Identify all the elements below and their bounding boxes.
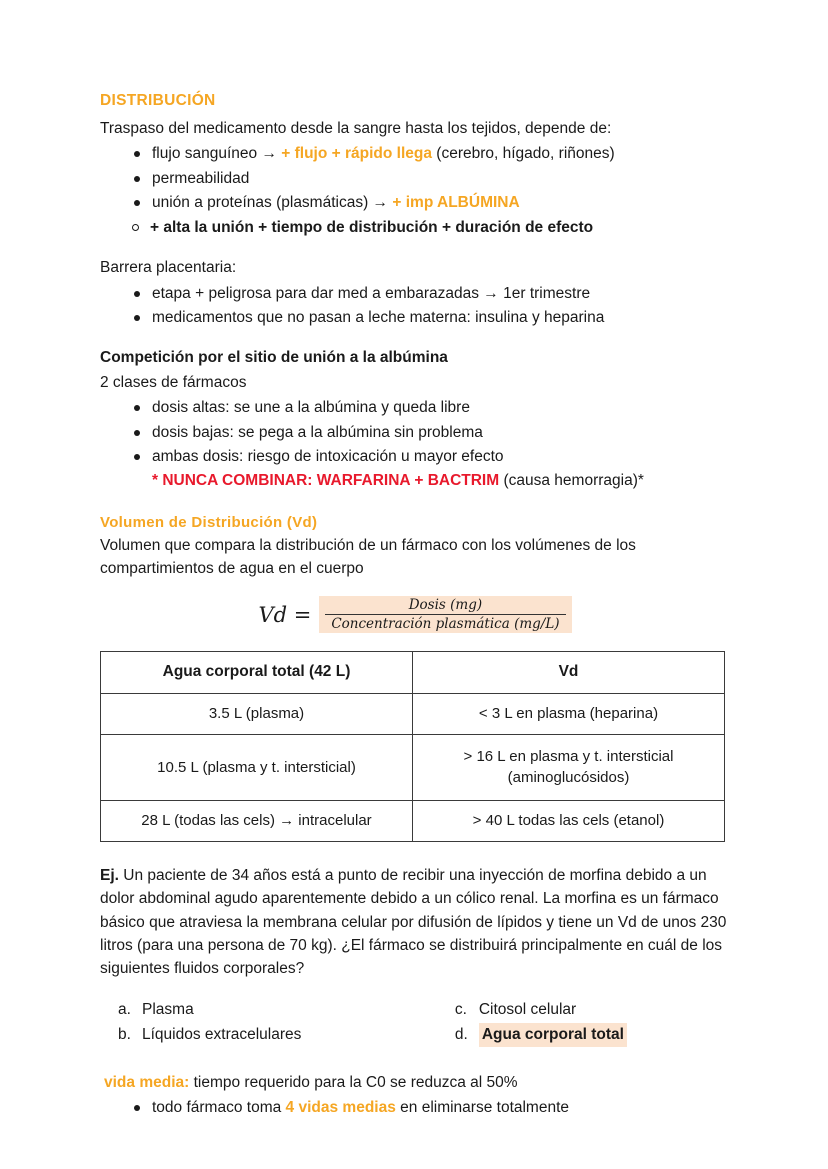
example-text: Un paciente de 34 años está a punto de recibir una inyección de morfina debido a un dolor abdominal agudo aparentemente debido a un cólico renal. La morfina es un fármaco básico que atraviesa la membrana celular por difusión de lípidos y tiene un Vd de unos 230 litros (para una persona de 70 kg). ¿El fármaco se distribuirá principalmente en cuál de los siguientes fluidos corporales? xyxy=(100,867,727,978)
document-content xyxy=(100,92,730,1120)
table-cell: 3.5 L (plasma) xyxy=(101,694,413,735)
vd-formula xyxy=(100,596,730,633)
list-item xyxy=(134,142,730,165)
volumen-text: Volumen que compara la distribución de un fármaco con los volúmenes de los compartimientos de agua en el cuerpo xyxy=(100,537,636,577)
answer-letter: b. xyxy=(118,1025,131,1043)
vida-media-line xyxy=(100,1071,730,1094)
section-heading-distribucion: DISTRIBUCIÓN xyxy=(100,92,216,109)
bullet-text-pre: permeabilidad xyxy=(152,169,250,187)
answer-letter: a. xyxy=(118,1001,131,1019)
table-cell: < 3 L en plasma (heparina) xyxy=(413,694,725,735)
table-cell: > 16 L en plasma y t. intersticial (aminoglucósidos) xyxy=(413,735,725,801)
table-cell: 10.5 L (plasma y t. intersticial) xyxy=(101,735,413,801)
list-item: dosis altas: se une a la albúmina y queda libre xyxy=(134,396,730,419)
answer-text-highlighted: Agua corporal total xyxy=(479,1023,627,1047)
distribucion-sub-bullet-list xyxy=(100,216,730,239)
competicion-subtitle: 2 clases de fármacos xyxy=(100,373,247,391)
bullet-text-post: en eliminarse totalmente xyxy=(395,1098,570,1116)
formula-denominator: Concentración plasmática (mg/L) xyxy=(331,616,560,633)
example-paragraph xyxy=(100,864,730,980)
table-row xyxy=(101,694,725,735)
list-item xyxy=(134,167,730,190)
vida-media-label: vida media: xyxy=(104,1073,190,1091)
formula-fraction xyxy=(319,596,571,633)
bullet-text-pre: flujo sanguíneo → xyxy=(152,145,282,163)
barrera-heading: Barrera placentaria: xyxy=(100,259,237,277)
distribucion-intro: Traspaso del medicamento desde la sangre hasta los tejidos, depende de: xyxy=(100,120,612,137)
answer-option xyxy=(455,998,730,1022)
bullet-text-highlight: 4 vidas medias xyxy=(285,1098,396,1116)
vd-table xyxy=(100,651,725,842)
list-item: + alta la unión + tiempo de distribución + duración de efecto xyxy=(132,216,730,239)
formula-numerator: Dosis (mg) xyxy=(325,597,565,615)
warning-note xyxy=(134,469,730,492)
table-header-cell: Vd xyxy=(413,652,725,694)
list-item: medicamentos que no pasan a leche materna: insulina y heparina xyxy=(134,306,730,329)
example-answers xyxy=(100,998,730,1046)
table-row xyxy=(101,735,725,801)
bullet-text-highlight: + imp ALBÚMINA xyxy=(392,193,520,211)
bullet-text-pre: todo fármaco toma xyxy=(152,1098,286,1116)
warning-tail: (causa hemorragia)* xyxy=(499,472,644,490)
table-header-cell: Agua corporal total (42 L) xyxy=(101,652,413,694)
answers-column-left xyxy=(118,998,375,1046)
answer-option-correct xyxy=(455,1023,730,1047)
formula-lhs: Vd = xyxy=(258,602,312,627)
answers-column-right xyxy=(375,998,730,1046)
table-row xyxy=(101,800,725,841)
list-item: ambas dosis: riesgo de intoxicación u mayor efecto xyxy=(134,445,730,468)
table-cell: 28 L (todas las cels) → intracelular xyxy=(101,800,413,841)
vida-media-text: tiempo requerido para la C0 se reduzca al 50% xyxy=(189,1073,518,1091)
table-cell: > 40 L todas las cels (etanol) xyxy=(413,800,725,841)
competicion-heading: Competición por el sitio de unión a la albúmina xyxy=(100,349,448,367)
answer-option xyxy=(118,998,375,1022)
competicion-bullet-list xyxy=(100,396,730,492)
answer-letter: d. xyxy=(454,1025,468,1043)
example-label: Ej. xyxy=(100,867,119,885)
answer-text: Citosol celular xyxy=(478,1001,577,1019)
bullet-text-highlight: + flujo + rápido llega xyxy=(281,145,432,163)
list-item xyxy=(134,191,730,214)
bullet-text-pre: unión a proteínas (plasmáticas) → xyxy=(152,193,393,211)
section-heading-volumen: Volumen de Distribución (Vd) xyxy=(100,514,318,532)
answer-text: Líquidos extracelulares xyxy=(142,1025,302,1043)
barrera-bullet-list xyxy=(100,282,730,330)
bullet-text-post: (cerebro, hígado, riñones) xyxy=(432,145,615,163)
list-item: etapa + peligrosa para dar med a embarazadas → 1er trimestre xyxy=(134,282,730,305)
answer-letter: c. xyxy=(454,1001,467,1019)
warning-text: * NUNCA COMBINAR: WARFARINA + BACTRIM xyxy=(152,472,500,490)
list-item xyxy=(134,1096,730,1119)
distribucion-bullet-list xyxy=(100,142,730,214)
vida-media-bullet-list xyxy=(100,1096,730,1119)
answer-text: Plasma xyxy=(142,1001,194,1019)
list-item: dosis bajas: se pega a la albúmina sin problema xyxy=(134,421,730,444)
answer-option xyxy=(118,1023,375,1047)
table-header-row xyxy=(101,652,725,694)
